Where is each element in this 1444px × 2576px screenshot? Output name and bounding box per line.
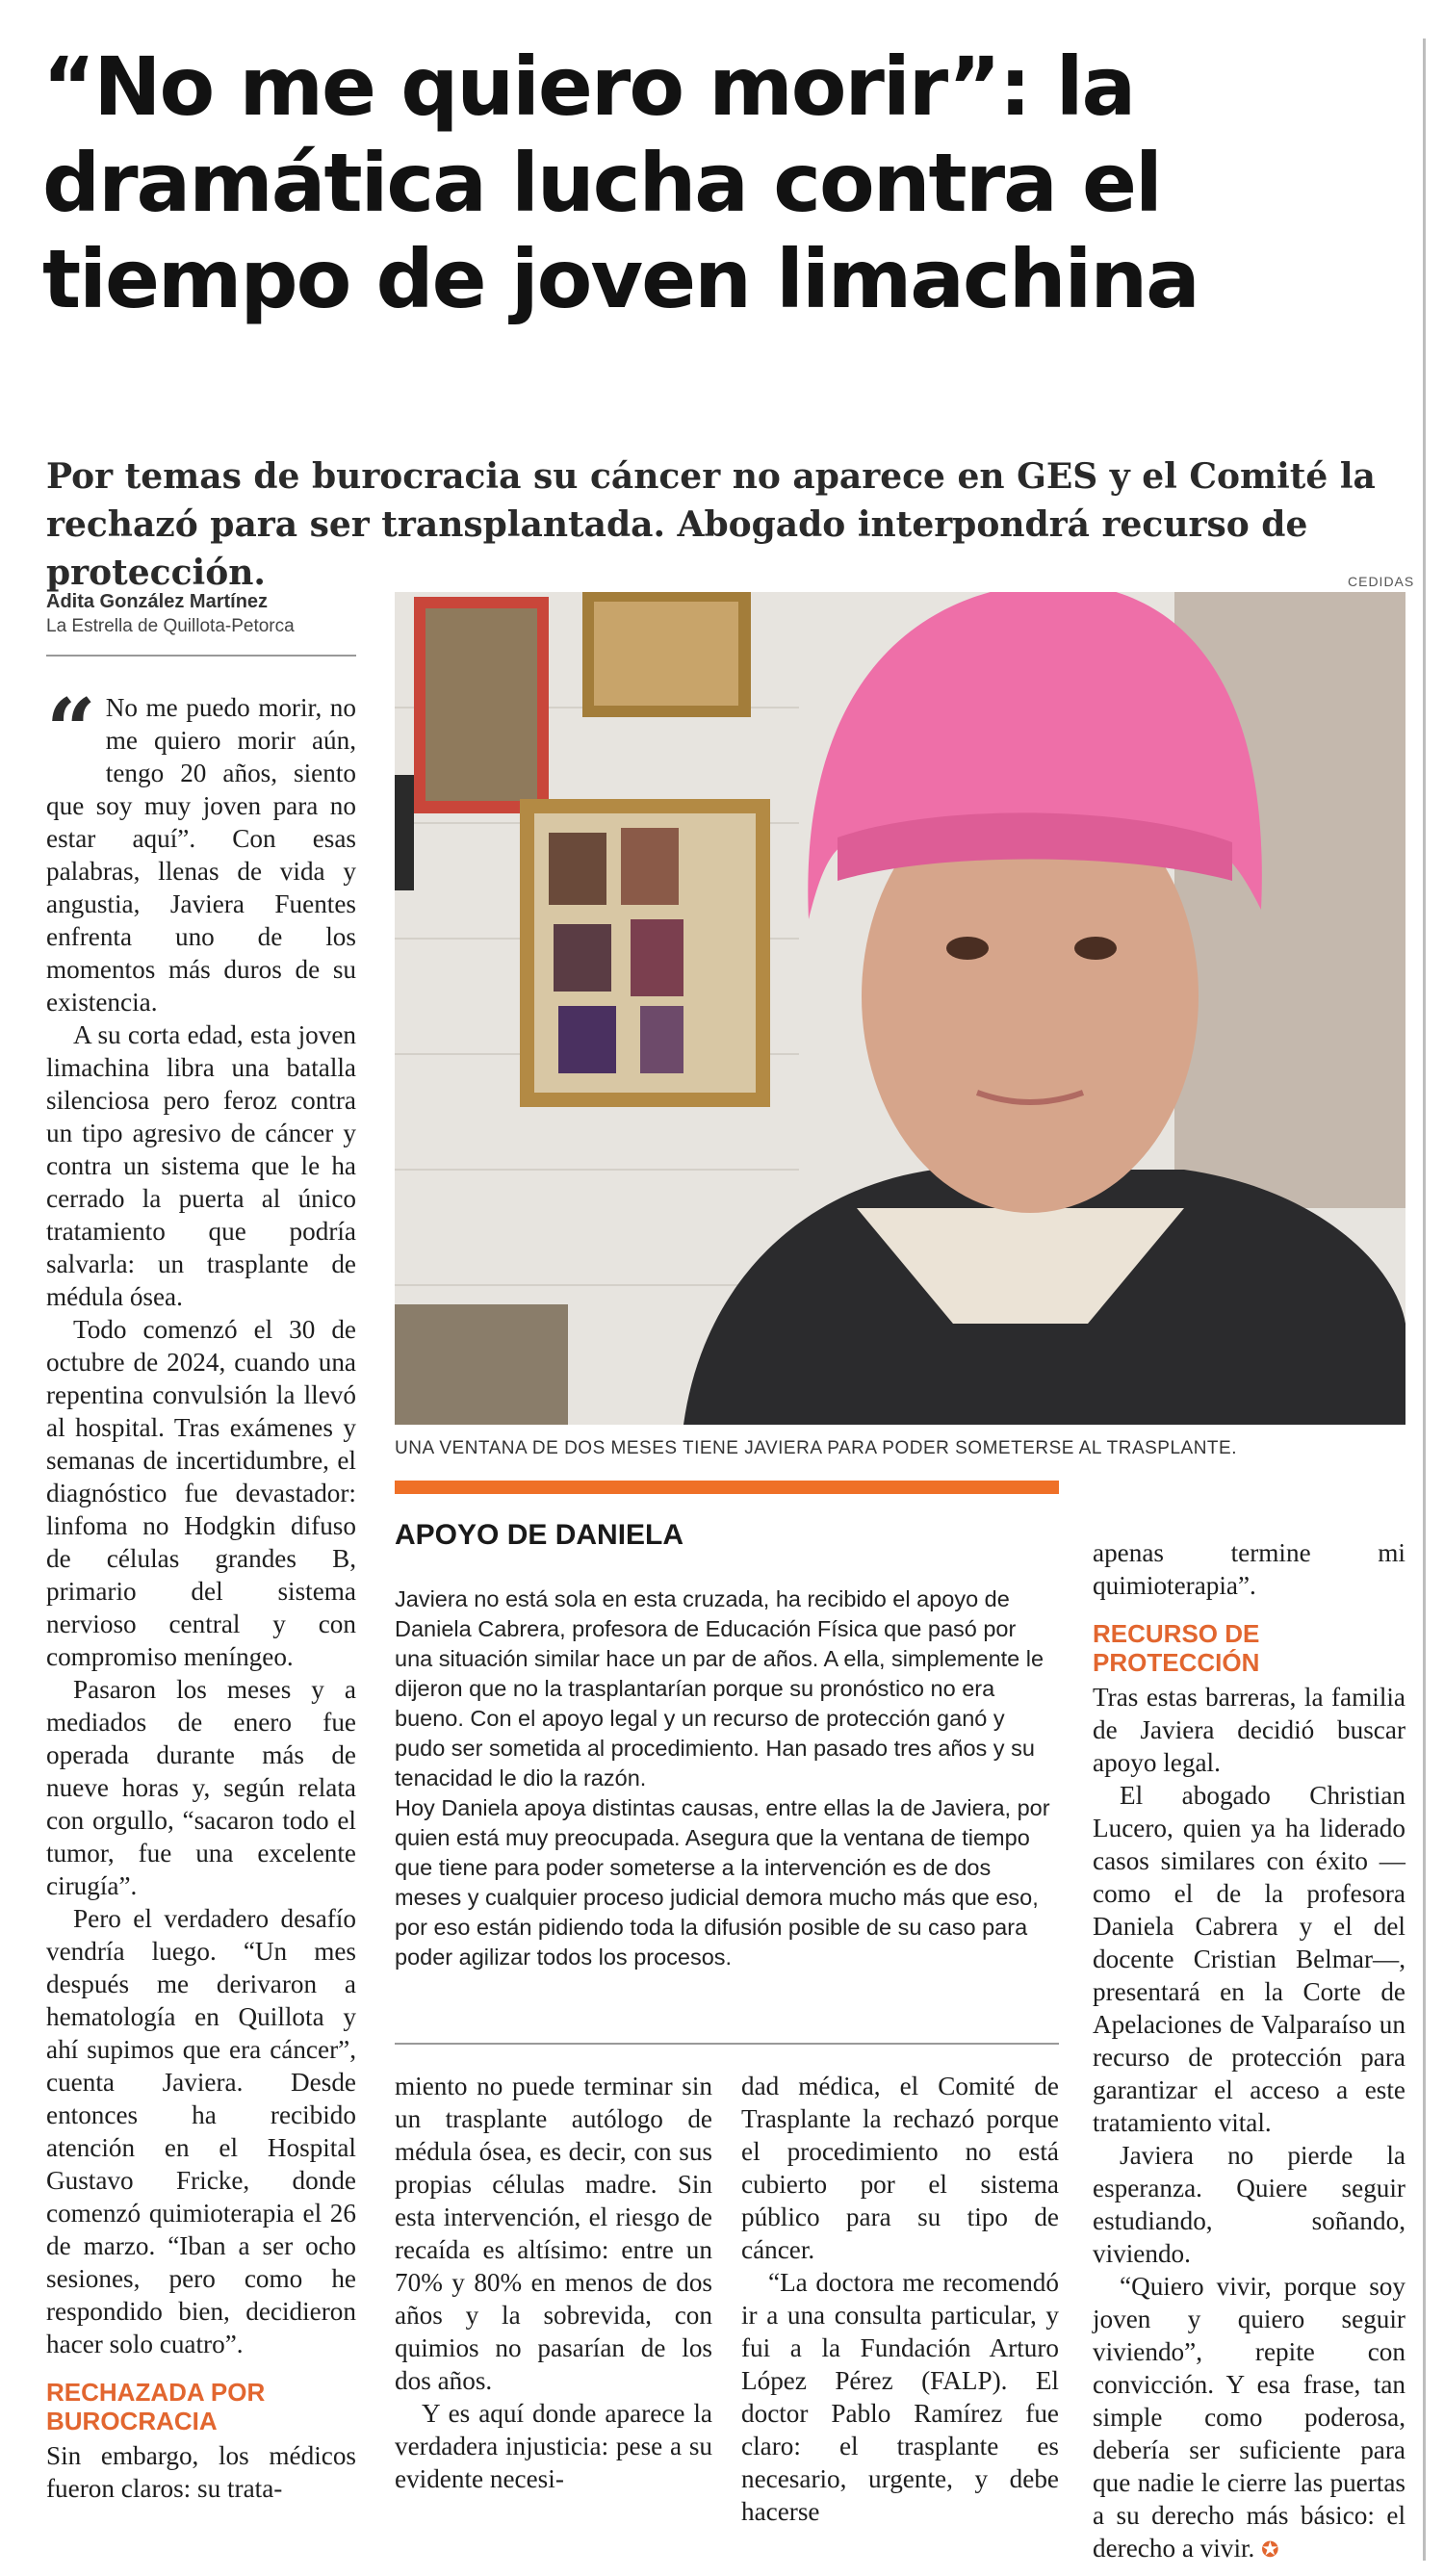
end-mark-icon: ✪ [1261, 2538, 1279, 2563]
paragraph: Javiera no está sola en esta cruzada, ha recibido el apoyo de Daniela Cabrera, profesora de Educación Física que pasó por una situación similar hace un par de años. A ella, simplemente le dijeron que no la trasplantarían porque su pronóstico no era bueno. Con el apoyo legal y un recurso de protección ganó y pudo ser sometida al procedimiento. Han pasado tres años y su tenacidad le dio la razón. [395, 1586, 1044, 1790]
paragraph: A su corta edad, esta joven limachina libra una batalla silenciosa pero feroz contra un tipo agresivo de cáncer y contra un sistema que le ha cerrado la puerta al único tratamiento que podría salvarla: un trasplante de médula ósea. [46, 1020, 356, 1311]
paragraph: Javiera no pierde la esperanza. Quiere seguir estudiando, soñando, viviendo. [1093, 2141, 1405, 2268]
paragraph [1093, 2270, 1405, 2567]
subhead-recurso: RECURSO DE PROTECCIÓN [1093, 1619, 1260, 1677]
portrait-image [395, 592, 1405, 1425]
paragraph: miento no puede terminar sin un trasplante autólogo de médula ósea, es decir, con sus propias células madre. Sin esta intervención, el riesgo de recaída es altísimo: entre un 70% y 80% en menos de dos años y la sobrevida, con quimios no pasarían de los dos años. [395, 2072, 712, 2395]
box-body [395, 1584, 1059, 1972]
article-column-4 [1093, 1536, 1405, 2567]
paragraph: apenas termine mi quimioterapia”. [1093, 1538, 1405, 1600]
byline-author: Adita González Martínez [46, 591, 269, 612]
opening-quote-icon: “ [46, 680, 96, 782]
paragraph: Pasaron los meses y a mediados de enero fue operada durante más de nueve horas y, según relata con orgullo, “sacaron todo el tumor, fue una excelente cirugía”. [46, 1675, 356, 1900]
article-column-1 [46, 680, 356, 2505]
paragraph: El abogado Christian Lucero, quien ya ha liderado casos similares con éxito —como el de la profesora Daniela Cabrera y el del docente Cristian Belmar—, presentará en la Corte de Apelaciones de Valparaíso un recurso de protección para garantizar el acceso a este tratamiento vital. [1093, 1781, 1405, 2137]
byline-divider [46, 655, 356, 657]
paragraph: “La doctora me recomendó ir a una consulta particular, y fui a la Fundación Arturo López Pérez (FALP). El doctor Pablo Ramírez fue claro: el trasplante es necesario, urgente, y debe hacerse [741, 2268, 1059, 2526]
box-accent-bar [395, 1481, 1059, 1494]
article-column-3 [741, 2070, 1059, 2528]
paragraph: Todo comenzó el 30 de octubre de 2024, cuando una repentina convulsión la llevó al hospital. Tras exámenes y semanas de incertidumbre, el diagnóstico fue devastador: linfoma no Hodgkin difuso de células grandes B, primario del sistema nervioso central y con compromiso meníngeo. [46, 1315, 356, 1671]
article-photo [395, 592, 1405, 1425]
box-title: APOYO DE DANIELA [395, 1519, 684, 1551]
paragraph: Hoy Daniela apoya distintas causas, entre ellas la de Javiera, por quien está muy preocupada. Asegura que la ventana de tiempo que tiene para poder someterse a la intervención es de dos meses y cualquier proceso judicial demora mucho más que eso, por eso están pidiendo toda la difusión posible de su caso para poder agilizar todos los procesos. [395, 1795, 1050, 1970]
paragraph: Sin embargo, los médicos fueron claros: su trata- [46, 2441, 356, 2503]
paragraph: Tras estas barreras, la familia de Javiera decidió buscar apoyo legal. [1093, 1683, 1405, 1777]
photo-caption: UNA VENTANA DE DOS MESES TIENE JAVIERA PARA PODER SOMETERSE AL TRASPLANTE. [395, 1438, 1237, 1458]
subhead-rechazada: RECHAZADA POR BUROCRACIA [46, 2378, 266, 2435]
deck-subtitle: Por temas de burocracia su cáncer no aparece en GES y el Comité la rechazó para ser transplantada. Abogado interpondrá recurso de protección. [46, 456, 1376, 593]
headline: “No me quiero morir”: la dramática lucha contra el tiempo de joven limachina [42, 39, 1199, 326]
article-column-2 [395, 2070, 712, 2495]
box-bottom-rule [395, 2043, 1059, 2045]
byline-outlet: La Estrella de Quillota-Petorca [46, 616, 295, 636]
column-divider [1423, 39, 1426, 2561]
photo-credit: CEDIDAS [1348, 574, 1415, 589]
paragraph: No me puedo morir, no me quiero morir aún, tengo 20 años, siento que soy muy joven para no estar aquí”. Con esas palabras, llenas de vida y angustia, Javiera Fuentes enfrenta uno de los momentos más duros de su existencia. [46, 693, 356, 1017]
paragraph: Y es aquí donde aparece la verdadera injusticia: pese a su evidente necesi- [395, 2399, 712, 2493]
paragraph: Pero el verdadero desafío vendría luego. “Un mes después me derivaron a hematología en Quillota y ahí supimos que era cáncer”, cuenta Javiera. Desde entonces ha recibido atención en el Hospital Gustavo Fricke, donde comenzó quimioterapia el 26 de marzo. “Iban a ser ocho sesiones, pero como he respondido bien, decidieron hacer solo cuatro”. [46, 1904, 356, 2358]
closing-text: “Quiero vivir, porque soy joven y quiero seguir viviendo”, repite con convicción. Y esa frase, tan simple como poderosa, debería ser suficiente para que nadie le cierre las puertas a su derecho más básico: el derecho a vivir. [1093, 2272, 1405, 2563]
paragraph: dad médica, el Comité de Trasplante la rechazó porque el procedimiento no está cubierto por el sistema público para su tipo de cáncer. [741, 2072, 1059, 2264]
